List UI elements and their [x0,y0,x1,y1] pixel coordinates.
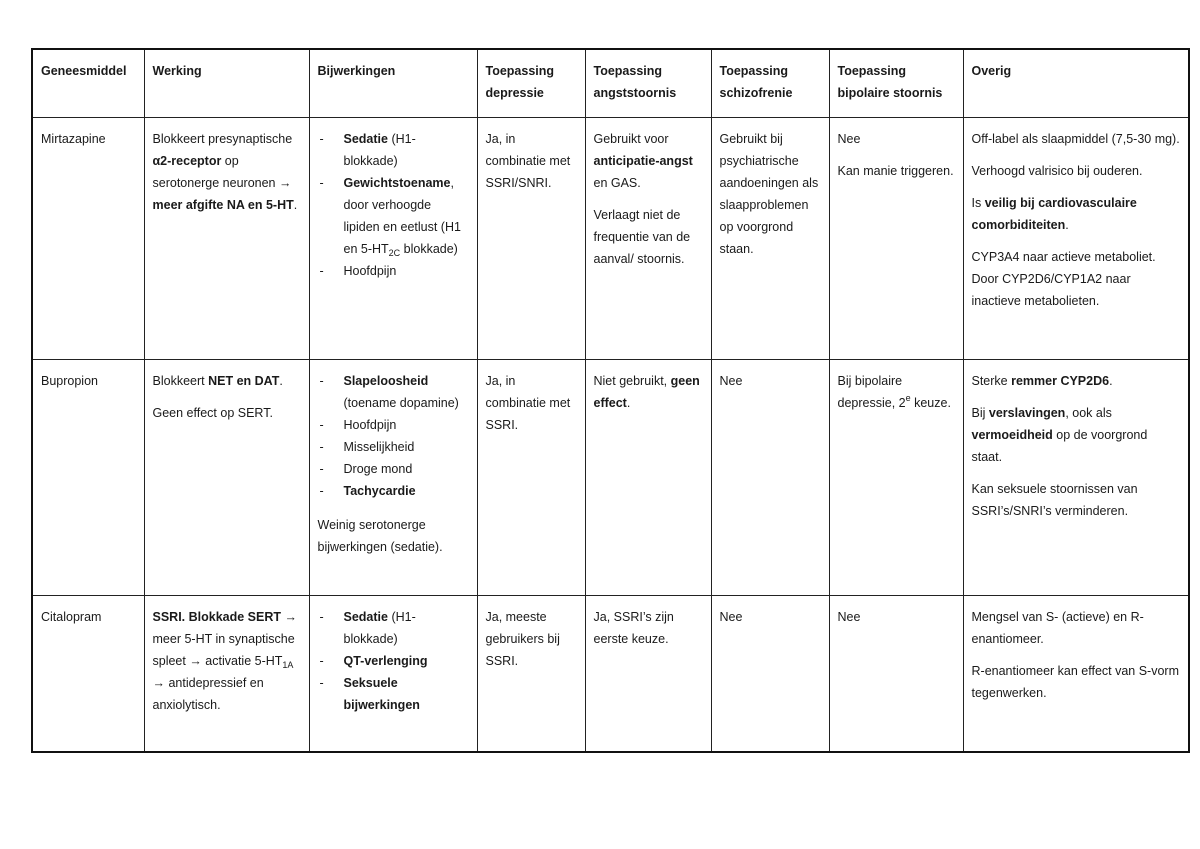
paragraph: CYP3A4 naar actieve metaboliet. Door CYP2D6/CYP1A2 naar inactieve metabolieten. [971,249,1156,308]
list-item [318,606,469,650]
table-row-citalopram [32,595,1189,752]
table-row-bupropion [32,359,1189,595]
text: . [626,395,631,410]
cell-bijwerkingen [309,359,477,595]
paragraph [594,128,703,194]
list-item [318,672,469,716]
text: , ook als [1065,405,1112,420]
text: , door verhoogde lipiden en eetlust (H1 en 5-HT [343,175,461,256]
table-row-mirtazapine [32,117,1189,359]
cell-werking [144,595,309,752]
paragraph: Geen effect op SERT. [152,405,273,420]
text: blokkade) [400,241,458,256]
text: → antidepressief en anxiolytisch. [152,675,264,712]
text: → meer 5-HT in synaptische spleet → activatie 5-HT [152,609,297,668]
list-item [318,172,469,260]
paragraph [153,370,301,392]
text-bold: SSRI. Blokkade SERT [152,609,282,624]
cell-bijwerkingen [309,595,477,752]
list-item [318,128,469,172]
list-item [318,260,469,282]
text: Niet gebruikt, [593,373,671,388]
text: Bij bipolaire depressie, 2 [837,373,906,410]
text-bold: remmer CYP2D6 [1011,373,1110,388]
side-effect-list [318,128,469,282]
header-row [32,49,1189,117]
list-item [318,650,469,672]
cell-overig [963,595,1189,752]
text: keuze. [910,395,951,410]
cell-angst: Ja, SSRI’s zijn eerste keuze. [585,595,711,752]
text: (H1-blokkade) [343,609,416,646]
text-bold: veilig bij cardiovasculaire comorbiditeiten [971,195,1137,232]
cell-bipolair: Nee [829,595,963,752]
cell-werking [144,117,309,359]
header-toepassing-schizofrenie: Toepassing schizofrenie [711,49,829,117]
subscript: 2C [388,247,401,258]
cell-angst [585,117,711,359]
header-toepassing-depressie: Toepassing depressie [477,49,585,117]
subscript: 1A [282,659,294,670]
cell-werking [144,359,309,595]
cell-schizofrenie: Nee [711,359,829,595]
text: Blokkeert [152,373,209,388]
side-effect-list [318,606,469,716]
text: . [1065,217,1069,232]
text: . [279,373,283,388]
paragraph [972,370,1181,392]
cell-bipolair [829,117,963,359]
header-werking: Werking [144,49,309,117]
cell-depressie: Ja, in combinatie met SSRI/SNRI. [477,117,585,359]
text-bold: QT-verlenging [343,653,428,668]
cell-depressie: Ja, in combinatie met SSRI. [477,359,585,595]
header-geneesmiddel: Geneesmiddel [32,49,144,117]
paragraph: Verhoogd valrisico bij ouderen. [971,163,1143,178]
paragraph: Mengsel van S- (actieve) en R-enantiomeer. [971,609,1144,646]
paragraph: Kan seksuele stoornissen van SSRI’s/SNRI’s verminderen. [971,481,1138,518]
text: Hoofdpijn [343,263,397,278]
paragraph [972,192,1181,236]
text: (toename dopamine) [343,395,459,410]
text-bold: geen effect [593,373,700,410]
text-bold: → meer afgifte NA en 5-HT [152,175,294,212]
cell-overig [963,359,1189,595]
list-item [318,436,469,458]
text-bold: vermoeidheid [971,427,1053,442]
text-bold: NET en DAT [208,373,280,388]
cell-bipolair [829,359,963,595]
list-item [318,370,469,414]
cell-schizofrenie: Nee [711,595,829,752]
side-effect-list [318,370,469,502]
text: Is [971,195,985,210]
text: Misselijkheid [343,439,415,454]
text: Bij [971,405,989,420]
text-bold: Sedatie [343,609,388,624]
paragraph: Weinig serotonerge bijwerkingen (sedatie). [317,517,443,554]
text: op de voorgrond staat. [971,427,1148,464]
text: Sterke [971,373,1012,388]
text-bold: anticipatie-angst [593,153,693,168]
paragraph: Verlaagt niet de frequentie van de aanval/ stoornis. [593,207,691,266]
text-bold: Tachycardie [343,483,416,498]
text: . [293,197,298,212]
text: . [1109,373,1113,388]
list-item [318,414,469,436]
paragraph: Kan manie triggeren. [837,163,954,178]
header-bijwerkingen: Bijwerkingen [309,49,477,117]
header-toepassing-bipolaire-stoornis: Toepassing bipolaire stoornis [829,49,963,117]
text-bold: Seksuele bijwerkingen [343,675,420,712]
text: op serotonerge neuronen [152,153,279,190]
superscript: e [905,392,911,403]
cell-depressie: Ja, meeste gebruikers bij SSRI. [477,595,585,752]
cell-overig [963,117,1189,359]
list-item [318,458,469,480]
header-overig: Overig [963,49,1189,117]
text: (H1-blokkade) [343,131,416,168]
header-toepassing-angststoornis: Toepassing angststoornis [585,49,711,117]
text: en GAS. [593,175,641,190]
text-bold: Gewichtstoename [343,175,451,190]
cell-angst [585,359,711,595]
text: Blokkeert presynaptische [152,131,293,146]
text-bold: verslavingen [988,405,1066,420]
drug-name: Bupropion [32,359,144,595]
text-bold: Slapeloosheid [343,373,429,388]
drug-comparison-table [31,48,1190,753]
text: Hoofdpijn [343,417,397,432]
text: Gebruikt voor [593,131,669,146]
cell-bijwerkingen [309,117,477,359]
paragraph: Nee [837,131,861,146]
paragraph: Off-label als slaapmiddel (7,5-30 mg). [971,131,1180,146]
drug-name: Mirtazapine [32,117,144,359]
list-item [318,480,469,502]
text-bold: α2-receptor [152,153,222,168]
paragraph: R-enantiomeer kan effect van S-vorm tegenwerken. [971,663,1180,700]
drug-name: Citalopram [32,595,144,752]
text-bold: Sedatie [343,131,388,146]
cell-schizofrenie: Gebruikt bij psychiatrische aandoeningen als slaapproblemen op voorgrond staan. [711,117,829,359]
paragraph [972,402,1181,468]
text: Droge mond [343,461,413,476]
